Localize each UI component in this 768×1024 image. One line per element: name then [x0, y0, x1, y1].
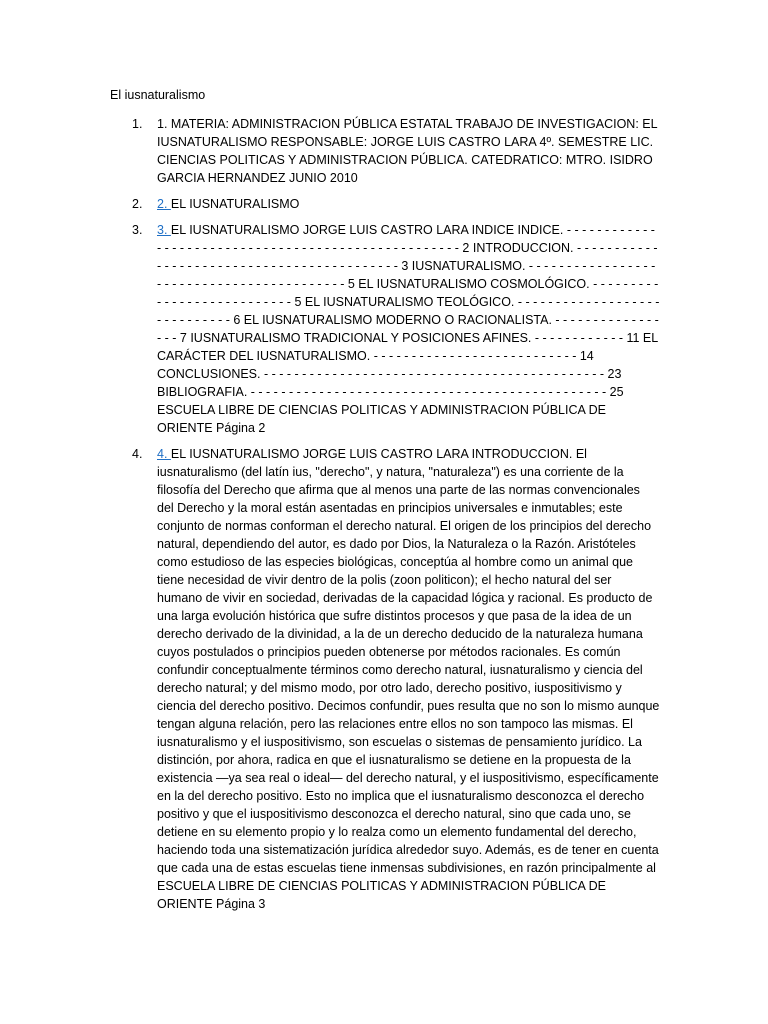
item-number: 1. — [132, 117, 143, 131]
list-item — [110, 195, 660, 213]
item-text: EL IUSNATURALISMO JORGE LUIS CASTRO LARA INDICE INDICE. - - - - - - - - - - - - - - - - - - - - - - - - - - - - - - - - - - - - - - - - - - - - - - - - - - - - 2 INTRODUCCION. - - - - - - - - - - - - - - - - - - - - - - - - - - - - - - - - - - - - - - - - - - - 3 IUSNATURALISMO. - - - - - - - - - - - - - - - - - - - - - - - - - - - - - - - - - - - - - - - - - - 5 EL IUSNATURALISMO COSMOLÓGICO. - - - - - - - - - - - - - - - - - - - - - - - - - - - 5 EL IUSNATURALISMO TEOLÓGICO. - - - - - - - - - - - - - - - - - - - - - - - - - - - - - 6 EL IUSNATURALISMO MODERNO O RACIONALISTA. - - - - - - - - - - - - - - - - - 7 IUSNATURALISMO TRADICIONAL Y POSICIONES AFINES. - - - - - - - - - - - - 11 EL CARÁCTER DEL IUSNATURALISMO. - - - - - - - - - - - - - - - - - - - - - - - - - - - 14 CONCLUSIONES. - - - - - - - - - - - - - - - - - - - - - - - - - - - - - - - - - - - - - - - - - - - - - 23 BIBLIOGRAFIA. - - - - - - - - - - - - - - - - - - - - - - - - - - - - - - - - - - - - - - - - - - - - - - - 25 ESCUELA LIBRE DE CIENCIAS POLITICAS Y ADMINISTRACION PÚBLICA DE ORIENTE Página 2 — [157, 223, 660, 435]
item-link[interactable]: 3. — [157, 223, 171, 237]
document-title: El iusnaturalismo — [110, 88, 206, 102]
list-item — [110, 115, 660, 187]
item-link[interactable]: 4. — [157, 447, 171, 461]
item-number: 3. — [132, 223, 143, 237]
item-text: EL IUSNATURALISMO — [170, 197, 300, 211]
list-item — [110, 445, 660, 913]
item-number: 2. — [132, 197, 143, 211]
list-item — [110, 221, 660, 437]
outline-list — [110, 115, 660, 913]
item-number: 4. — [132, 447, 143, 461]
document-page — [110, 86, 660, 921]
item-text: EL IUSNATURALISMO JORGE LUIS CASTRO LARA INTRODUCCION. El iusnaturalismo (del latín ius, "derecho", y natura, "naturaleza") es una corriente de la filosofía del Derecho que afirma que al menos una parte de las normas convencionales del Derecho y la moral están asentadas en principios universales e inmutables; este conjunto de normas conforman el derecho natural. El origen de los principios del derecho natural, dependiendo del autor, es dado por Dios, la Naturaleza o la Razón. Aristóteles como estudioso de las especies biológicas, conceptúa al hombre como un animal que tiene necesidad de vivir dentro de la polis (zoon politicon); el hecho natural del ser humano de vivir en sociedad, derivadas de la capacidad lógica y racional. Es producto de una larga evolución histórica que sufre distintos procesos y que pasa de la idea de un derecho derivado de la divinidad, a la de un derecho deducido de la naturaleza humana cuyos postulados o principios pueden obtenerse por métodos racionales. Es común confundir conceptualmente términos como derecho natural, iusnaturalismo y ciencia del derecho natural; y del mismo modo, por otro lado, derecho positivo, iuspositivismo y ciencia del derecho positivo. Decimos confundir, pues resulta que no son lo mismo aunque tengan alguna relación, pero las relaciones entre ellos no son tampoco las mismas. El iusnaturalismo y el iuspositivismo, son escuelas o sistemas de pensamiento jurídico. La distinción, por ahora, radica en que el iusnaturalismo se detiene en la propuesta de la existencia —ya sea real o ideal— del derecho natural, y el iuspositivismo, específicamente en la del derecho positivo. Esto no implica que el iusnaturalismo desconozca el derecho positivo y que el iuspositivismo desconozca el derecho natural, sino que cada uno, se detiene en su elemento propio y lo realza como un elemento fundamental del derecho, haciendo toda una sistematización jurídica alrededor suyo. Además, es de tener en cuenta que cada una de estas escuelas tiene inmensas subdivisiones, en razón principalmente al ESCUELA LIBRE DE CIENCIAS POLITICAS Y ADMINISTRACION PÚBLICA DE ORIENTE Página 3 — [157, 447, 660, 911]
item-text: 1. MATERIA: ADMINISTRACION PÚBLICA ESTATAL TRABAJO DE INVESTIGACION: EL IUSNATURALISMO RESPONSABLE: JORGE LUIS CASTRO LARA 4º. SEMESTRE LIC. CIENCIAS POLITICAS Y ADMINISTRACION PÚBLICA. CATEDRATICO: MTRO. ISIDRO GARCIA HERNANDEZ JUNIO 2010 — [157, 117, 658, 185]
item-link[interactable]: 2. — [157, 197, 171, 211]
